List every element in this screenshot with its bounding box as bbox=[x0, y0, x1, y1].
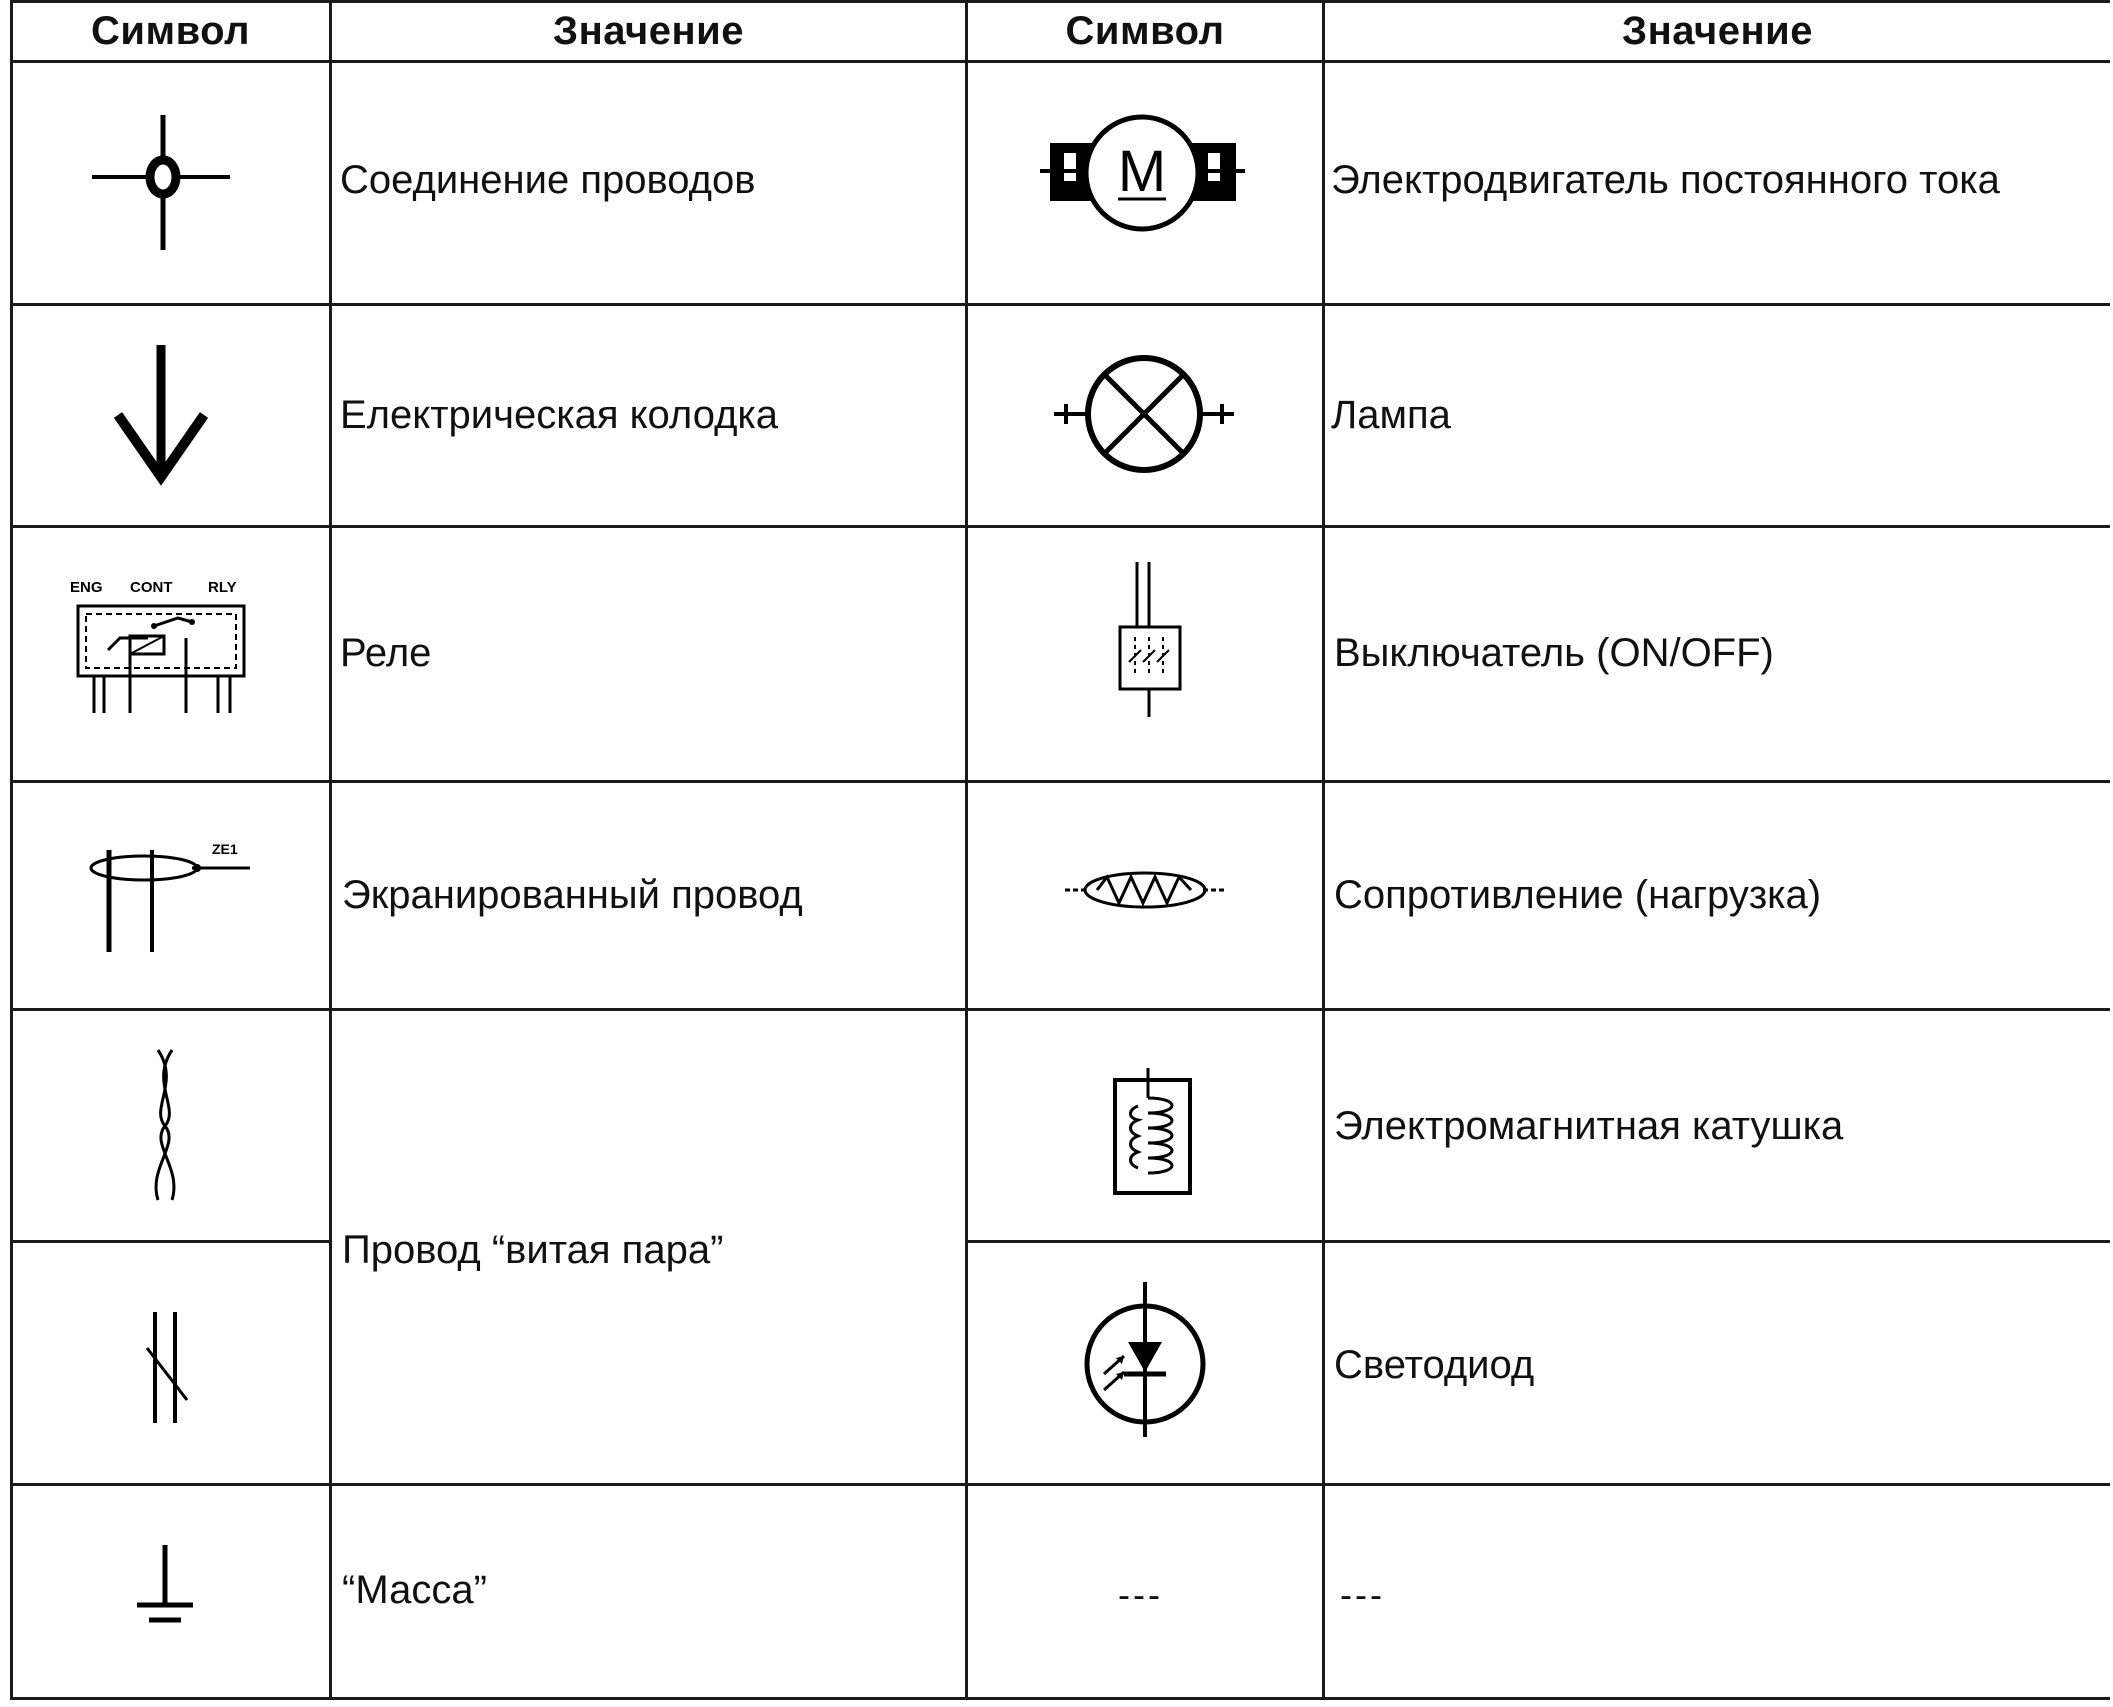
empty-symbol-cell: --- bbox=[1118, 1574, 1163, 1615]
column-divider bbox=[329, 0, 332, 1700]
meaning-resistor: Сопротивление (нагрузка) bbox=[1334, 872, 1822, 917]
solenoid-coil-icon bbox=[1110, 1068, 1195, 1198]
twisted-pair-icon bbox=[150, 1048, 180, 1203]
meaning-twisted-pair: Провод “витая пара” bbox=[342, 1227, 724, 1272]
relay-label: CONT bbox=[130, 579, 173, 596]
switch-icon bbox=[1115, 562, 1185, 717]
row-divider bbox=[10, 525, 2110, 528]
row-divider bbox=[10, 1483, 2110, 1486]
row-divider bbox=[10, 303, 2110, 306]
led-icon bbox=[1080, 1282, 1210, 1442]
relay-label: ENG bbox=[70, 579, 103, 596]
meaning-wire-junction: Соединение проводов bbox=[340, 157, 756, 202]
resistor-load-icon bbox=[1065, 865, 1225, 915]
row-divider bbox=[10, 1008, 2110, 1011]
header-meaning-left: Значение bbox=[553, 8, 744, 53]
column-divider bbox=[1322, 0, 1325, 1700]
meaning-lamp: Лампа bbox=[1331, 392, 1451, 437]
shielded-wire-icon bbox=[82, 840, 257, 960]
row-divider bbox=[10, 780, 2110, 783]
relay-label: RLY bbox=[208, 579, 237, 596]
relay-icon bbox=[68, 578, 268, 718]
table-border-left bbox=[10, 0, 13, 1700]
meaning-led: Светодиод bbox=[1334, 1342, 1535, 1387]
header-symbol-left: Символ bbox=[91, 8, 250, 53]
lamp-icon bbox=[1054, 354, 1234, 476]
column-divider bbox=[965, 0, 968, 1700]
motor-label: M bbox=[1117, 139, 1167, 204]
meaning-shielded-wire: Экранированный провод bbox=[342, 872, 803, 917]
connector-arrow-icon bbox=[113, 345, 209, 485]
meaning-connector: Електрическая колодка bbox=[340, 392, 779, 437]
shielded-wire-label: ZE1 bbox=[212, 841, 238, 857]
meaning-solenoid: Электромагнитная катушка bbox=[1334, 1103, 1844, 1148]
table-border-bottom bbox=[10, 1697, 2110, 1700]
meaning-switch: Выключатель (ON/OFF) bbox=[1334, 630, 1774, 675]
wire-junction-icon bbox=[90, 115, 230, 250]
meaning-ground: “Масса” bbox=[342, 1567, 487, 1612]
header-meaning-right: Значение bbox=[1622, 8, 1813, 53]
meaning-dc-motor: Электродвигатель постоянного тока bbox=[1331, 157, 2000, 202]
dc-motor-icon bbox=[1040, 113, 1245, 233]
empty-meaning-cell: --- bbox=[1340, 1574, 1385, 1615]
row-divider bbox=[10, 1240, 332, 1243]
row-divider bbox=[968, 1240, 2110, 1243]
meaning-relay: Реле bbox=[340, 630, 432, 675]
ground-icon bbox=[135, 1545, 195, 1635]
header-symbol-right: Символ bbox=[1065, 8, 1225, 53]
twisted-pair-icon bbox=[145, 1308, 190, 1428]
